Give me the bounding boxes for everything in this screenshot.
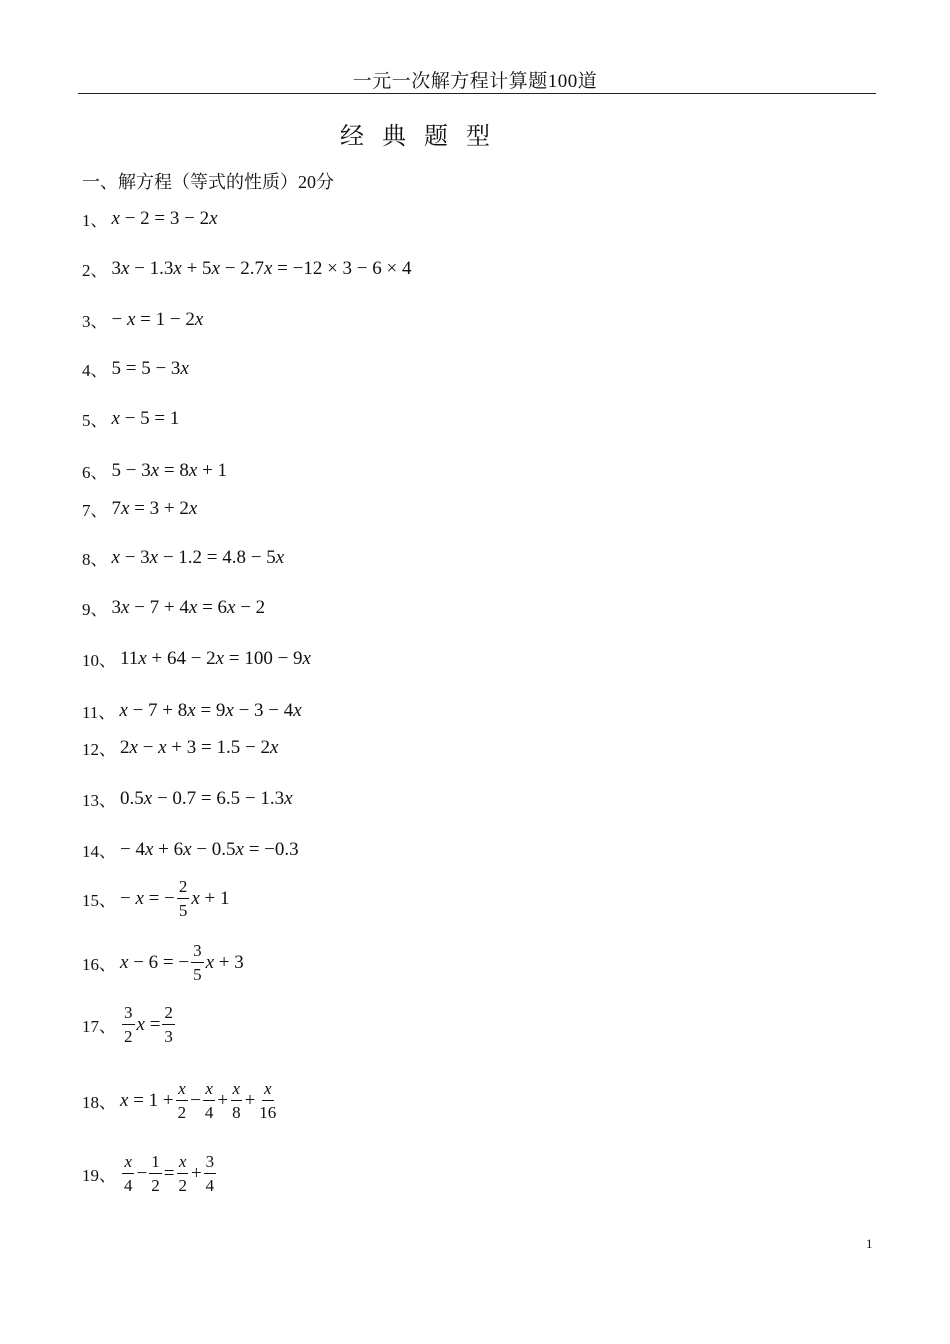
variable-x: x [227,596,236,618]
problem-number: 17、 [82,1017,116,1036]
variable-x: x [136,1013,145,1035]
problem-11 [82,698,302,723]
problem-equation: 3x − 1.3x + 5x − 2.7x = −12 × 3 − 6 × 4 [111,257,412,279]
operator: = [163,1162,175,1184]
denominator: 2 [177,1103,187,1122]
page-number: 1 [866,1236,873,1251]
problem-number: 16、 [82,955,116,974]
numerator [231,1080,243,1101]
numerator: 1 [149,1153,162,1174]
problem-number: 18、 [82,1093,116,1112]
variable-x: x [194,308,204,330]
variable-x: x [232,1079,241,1098]
problem-number: 5、 [82,411,108,430]
variable-x: x [235,838,244,860]
denominator: 3 [164,1027,173,1046]
numerator [176,1080,188,1101]
variable-x: x [178,1079,186,1098]
problem-number: 11、 [82,703,116,722]
denominator: 5 [193,965,202,984]
variable-x: x [191,887,200,909]
equation-part: x = [136,1013,161,1035]
equation-part: − x = − [120,887,175,909]
fraction [230,1080,243,1121]
variable-x: x [270,736,279,758]
variable-x: x [144,838,154,860]
variable-x: x [275,546,285,568]
problem-equation: x − 7 + 8x = 9x − 3 − 4x [119,699,302,721]
denominator: 4 [205,1176,215,1195]
variable-x: x [205,951,215,973]
numerator [122,1153,134,1174]
numerator: 3 [122,1004,135,1025]
variable-x: x [180,357,189,379]
variable-x: x [129,736,138,758]
page-title: 经典题型 [340,124,508,150]
variable-x: x [121,596,130,618]
variable-x: x [111,407,120,429]
variable-x: x [143,787,153,809]
variable-x: x [205,1079,213,1098]
denominator: 2 [178,1176,187,1195]
variable-x: x [158,736,167,758]
problem-number: 2、 [82,261,108,280]
variable-x: x [149,546,159,568]
variable-x: x [120,951,129,973]
header-title: 一元一次解方程计算题100道 [352,71,598,92]
problem-10 [82,646,311,671]
problem-number: 8、 [82,550,108,569]
variable-x: x [188,459,198,481]
problem-number: 7、 [82,501,108,520]
problem-number: 1、 [82,211,108,230]
problem-7 [82,496,197,521]
problem-equation: x − 5 = 1 [111,407,180,429]
problem-equation: − 4x + 6x − 0.5x = −0.3 [120,838,299,860]
problem-equation: 2x − x + 3 = 1.5 − 2x [120,736,279,758]
problem-number: 15、 [82,891,116,910]
equation-part: x + 3 [205,951,244,973]
fraction [176,1080,189,1121]
variable-x: x [209,207,218,229]
variable-x: x [264,1079,272,1098]
variable-x: x [187,699,196,721]
fraction [203,1080,216,1121]
fraction [122,1004,135,1045]
variable-x: x [183,838,192,860]
problem-number: 19、 [82,1166,116,1185]
problem-equation: − x = 1 − 2x [111,308,204,330]
header-divider [78,93,876,94]
fraction [122,1153,135,1194]
fraction [191,942,204,983]
variable-x: x [138,647,147,669]
denominator: 5 [178,901,188,920]
problem-8 [82,545,284,570]
numerator: 3 [191,942,204,963]
problem-14 [82,837,299,862]
problem-number: 3、 [82,312,108,331]
variable-x: x [215,647,225,669]
denominator: 2 [151,1176,160,1195]
variable-x: x [284,787,293,809]
numerator [177,1153,189,1174]
operator: + [244,1089,256,1111]
problem-equation: 11x + 64 − 2x = 100 − 9x [120,647,311,669]
problem-2 [82,256,411,281]
problem-1 [82,206,218,231]
variable-x: x [111,546,120,568]
problem-16 [82,942,244,983]
variable-x: x [302,647,311,669]
problem-5 [82,406,179,431]
problem-equation: 3x − 7 + 4x = 6x − 2 [111,596,266,618]
variable-x: x [120,1089,129,1111]
variable-x: x [293,699,302,721]
numerator: 2 [177,878,190,899]
variable-x: x [188,596,198,618]
problem-number: 12、 [82,740,116,759]
problem-18 [82,1080,280,1121]
fraction [177,878,190,919]
fraction [204,1153,217,1194]
problem-number: 9、 [82,600,108,619]
problem-equation: 7x = 3 + 2x [111,497,198,519]
fraction [176,1153,189,1194]
numerator [203,1080,215,1101]
problem-17 [82,1004,177,1045]
denominator: 4 [124,1176,133,1195]
numerator: 2 [162,1004,175,1025]
denominator: 16 [259,1103,277,1122]
numerator: 3 [204,1153,217,1174]
problem-equation: x − 3x − 1.2 = 4.8 − 5x [111,546,285,568]
variable-x: x [225,699,234,721]
problem-equation: 0.5x − 0.7 = 6.5 − 1.3x [120,787,293,809]
variable-x: x [173,257,182,279]
operator: + [190,1162,202,1184]
problem-3 [82,307,203,332]
equation-part: x + 1 [191,887,230,909]
denominator: 8 [232,1103,241,1122]
problem-number: 6、 [82,463,108,482]
fraction [257,1080,278,1121]
problem-number: 13、 [82,791,116,810]
problem-number: 14、 [82,842,116,861]
variable-x: x [211,257,220,279]
equation-part: x − 6 = − [120,951,190,973]
denominator: 4 [204,1103,214,1122]
problem-equation: 5 = 5 − 3x [111,357,189,379]
section-heading: 一、解方程（等式的性质）20分 [82,172,334,192]
operator: − [190,1089,201,1111]
problem-6 [82,458,227,483]
fraction [149,1153,162,1194]
variable-x: x [111,207,120,229]
variable-x: x [124,1152,133,1171]
numerator [262,1080,274,1101]
problem-equation: 5 − 3x = 8x + 1 [111,459,228,481]
problem-12 [82,735,278,760]
denominator: 2 [124,1027,133,1046]
equation-part: x = 1 + [120,1089,174,1111]
variable-x: x [178,1152,187,1171]
variable-x: x [135,887,144,909]
problem-15 [82,878,230,919]
variable-x: x [263,257,273,279]
variable-x: x [119,699,128,721]
variable-x: x [188,497,198,519]
operator: + [217,1089,229,1111]
variable-x: x [150,459,160,481]
problem-4 [82,356,189,381]
problem-9 [82,595,265,620]
variable-x: x [121,257,130,279]
problem-19 [82,1153,218,1194]
variable-x: x [121,497,130,519]
problem-13 [82,786,293,811]
problem-equation: x − 2 = 3 − 2x [111,207,218,229]
variable-x: x [126,308,136,330]
problem-number: 10、 [82,651,116,670]
operator: − [136,1162,148,1184]
problem-number: 4、 [82,361,108,380]
fraction [162,1004,175,1045]
